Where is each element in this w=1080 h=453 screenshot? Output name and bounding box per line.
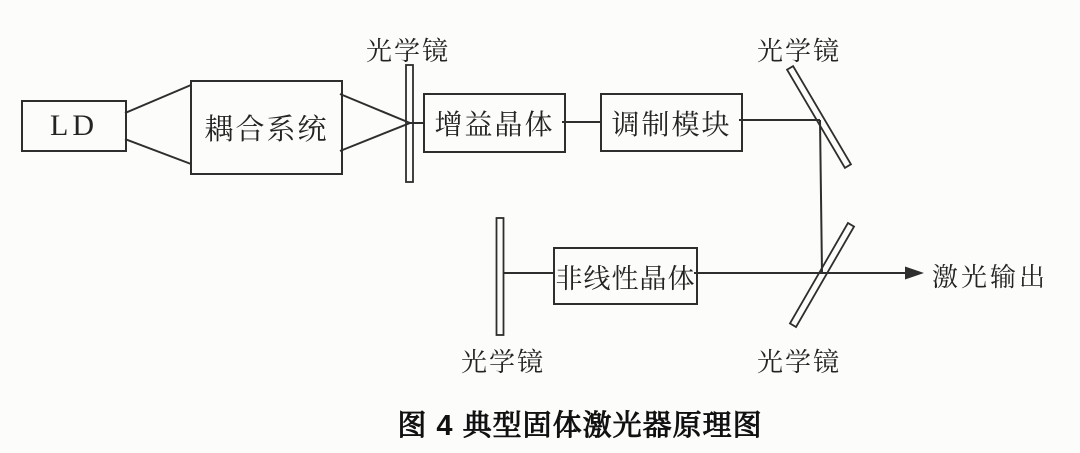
gain-crystal-box: 增益晶体: [423, 93, 566, 153]
fold-mirror-top-shape: [787, 66, 851, 168]
pump-beam-converging-lines: [340, 94, 410, 151]
end-mirror-label: 光学镜: [460, 348, 546, 377]
beam-vertical-fold: [820, 120, 822, 273]
output-arrowhead: [905, 267, 924, 280]
nonlinear-crystal-box: 非线性晶体: [553, 247, 698, 305]
end-mirror-shape: [497, 218, 504, 335]
coupling-system-box: 耦合系统: [190, 80, 343, 175]
fold-mirror-top-label: 光学镜: [756, 37, 842, 66]
pump-beam-diverging-lines: [125, 85, 191, 164]
figure-caption: 图 4 典型固体激光器原理图: [397, 410, 763, 442]
laser-output-label: 激光输出: [932, 263, 1049, 292]
modulator-box: 调制模块: [600, 93, 743, 152]
output-mirror-label: 光学镜: [756, 348, 842, 377]
ld-box: LD: [21, 100, 127, 152]
input-mirror-label: 光学镜: [365, 37, 451, 66]
